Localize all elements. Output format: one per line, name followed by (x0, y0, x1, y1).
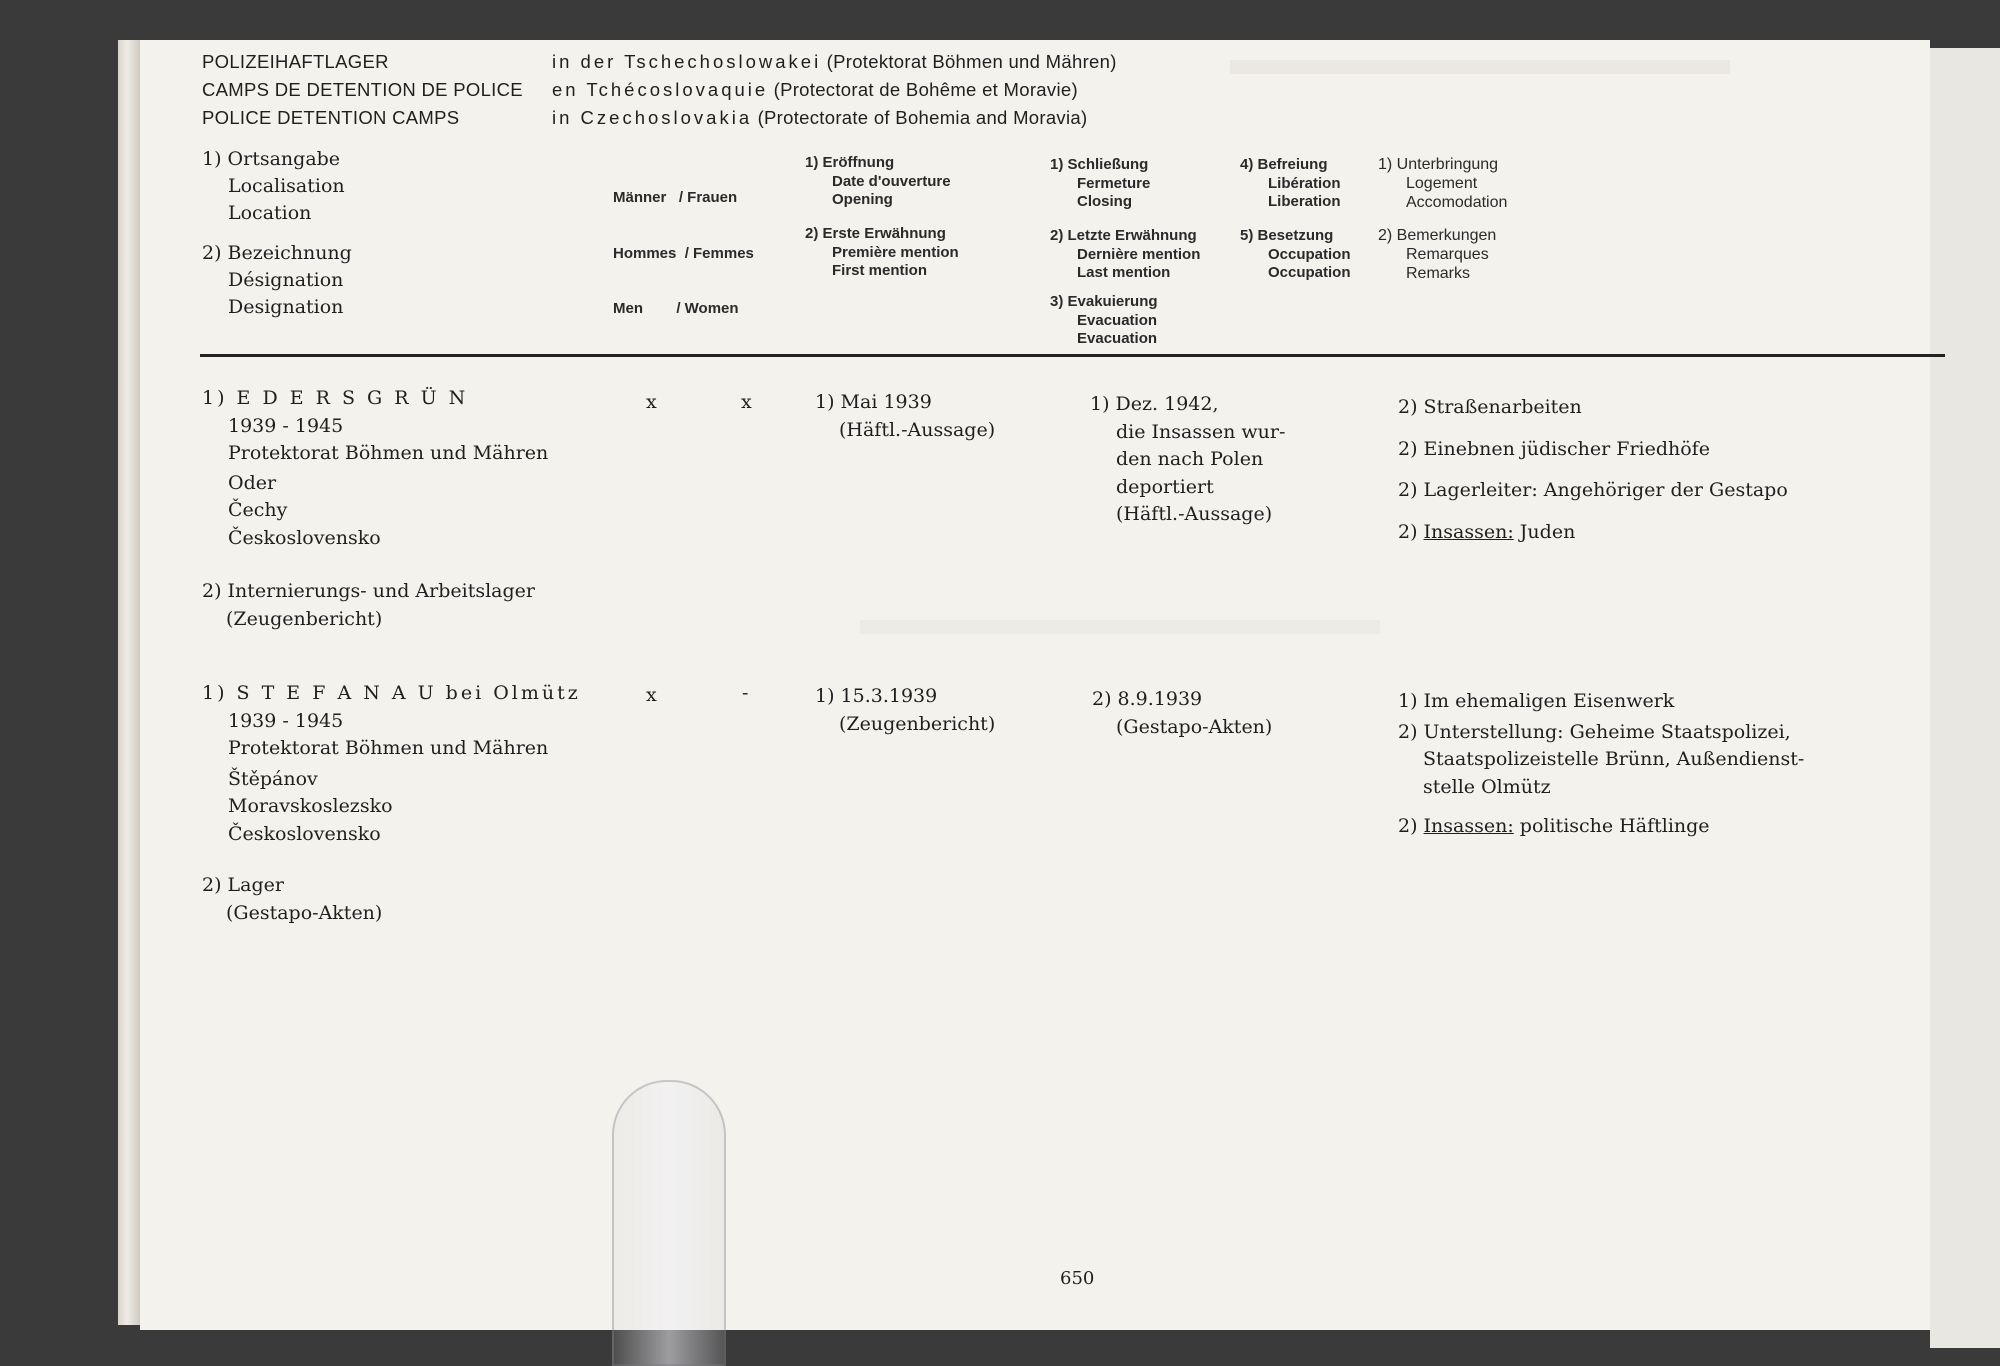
entry-edersgruen-men: x (646, 391, 657, 413)
entry-edersgruen-closing: 1) Dez. 1942, die Insassen wur- den nach Polen deportiert (Häftl.-Aussage) (1090, 393, 1286, 525)
legend-accommodation: 1) Unterbringung Logement Accomodation (1378, 156, 1508, 211)
entry-stefanau-opening: 1) 15.3.1939 (Zeugenbericht) (815, 685, 996, 735)
bleed-through-shadow (860, 620, 1380, 634)
header-title-de: POLIZEIHAFTLAGER (202, 51, 389, 72)
remark-line: 1) Im ehemaligen Eisenwerk (1398, 690, 1675, 712)
header-country-de: in der Tschechoslowakei (Protektorat Böhmen und Mähren) (552, 51, 1117, 72)
entry-edersgruen-location: 1) E D E R S G R Ü N 1939 - 1945 Protektorat Böhmen und Mähren Oder Čechy Československo (202, 387, 549, 549)
remark-line: stelle Olmütz (1423, 775, 1551, 798)
page-number: 650 (1060, 1268, 1095, 1289)
header-title-fr: CAMPS DE DETENTION DE POLICE (202, 79, 523, 100)
entry-stefanau-designation: 2) Lager (Gestapo-Akten) (202, 874, 383, 924)
legend-remarks: 2) Bemerkungen Remarques Remarks (1378, 227, 1497, 282)
remark-line: 2) Einebnen jüdischer Friedhöfe (1398, 437, 1710, 460)
remark-line: 2) Insassen: politische Häftlinge (1398, 815, 1710, 837)
entry-edersgruen-opening: 1) Mai 1939 (Häftl.-Aussage) (815, 391, 996, 441)
facing-page-edge (1930, 48, 2000, 1348)
remark-line: 2) Unterstellung: Geheime Staatspolizei, (1398, 720, 1791, 743)
header-country-en: in Czechoslovakia (Protectorate of Bohemia and Moravia) (552, 107, 1088, 128)
bookmark-ribbon (612, 1080, 726, 1366)
entry-edersgruen-designation: 2) Internierungs- und Arbeitslager (Zeugenbericht) (202, 580, 535, 630)
legend-last-mention: 2) Letzte Erwähnung Dernière mention Last mention (1050, 227, 1201, 281)
entry-edersgruen-remarks (1398, 394, 1788, 546)
remark-line: 2) Insassen: Juden (1398, 520, 1576, 543)
entry-stefanau-location: 1) S T E F A N A U bei Olmütz 1939 - 1945 Protektorat Böhmen und Mähren Štěpánov Moravskoslezsko Československo (202, 682, 581, 845)
legend-designation: 2) Bezeichnung Désignation Designation (202, 242, 352, 318)
legend-liberation: 4) Befreiung Libération Liberation (1240, 156, 1341, 210)
entry-edersgruen-women: x (741, 391, 752, 413)
header-country-fr: en Tchécoslovaquie (Protectorat de Bohême et Moravie) (552, 79, 1078, 100)
legend-evacuation: 3) Evakuierung Evacuation Evacuation (1050, 293, 1158, 347)
entry-stefanau-remarks (1398, 688, 1804, 841)
entry-stefanau-men: x (646, 684, 657, 706)
entry-stefanau-women: - (742, 682, 749, 704)
remark-line: 2) Straßenarbeiten (1398, 396, 1582, 418)
legend-opening: 1) Eröffnung Date d'ouverture Opening (805, 154, 951, 208)
legend-closing: 1) Schließung Fermeture Closing (1050, 156, 1151, 210)
legend-sex: Männer / Frauen Hommes / Femmes Men / Women (613, 189, 754, 317)
header-title-block (202, 48, 523, 132)
remark-line: Staatspolizeistelle Brünn, Außendienst- (1423, 748, 1805, 770)
header-title-en: POLICE DETENTION CAMPS (202, 107, 460, 128)
legend-location: 1) Ortsangabe Localisation Location (202, 148, 345, 224)
entry-stefanau-closing: 2) 8.9.1939 (Gestapo-Akten) (1092, 688, 1273, 738)
legend-occupation: 5) Besetzung Occupation Occupation (1240, 227, 1351, 281)
header-country-block (552, 48, 1117, 132)
header-divider (200, 354, 1945, 357)
legend-first-mention: 2) Erste Erwähnung Première mention First mention (805, 225, 959, 279)
book-page-edges (118, 40, 140, 1325)
bleed-through-shadow (1230, 60, 1730, 74)
remark-line: 2) Lagerleiter: Angehöriger der Gestapo (1398, 479, 1788, 501)
